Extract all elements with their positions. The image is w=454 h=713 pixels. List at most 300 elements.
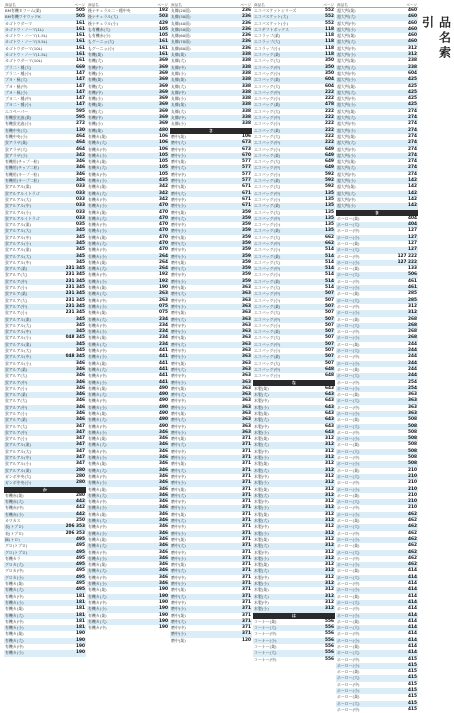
page-number: 508 [408,423,417,429]
product-name: 蛍アラザ(業) [5,140,28,146]
page-number: 120 [242,637,251,643]
index-column-1 [4,3,86,656]
product-name: 有機カ(業) [5,631,24,637]
product-name: ホーロー(大) [337,700,360,706]
page-number: 363 [242,329,251,335]
page-number: 643 [325,392,334,398]
page-number: 033 [76,184,85,190]
page-number: 414 [408,637,417,643]
page-number: 312 [325,574,334,580]
product-name: 丸櫛(業) [171,102,186,108]
product-name: 有機カ(小) [88,178,107,184]
product-name: 磨中(中) [171,348,186,354]
page-number: 359 [242,272,251,278]
product-name: 蛍アラザ(小) [5,152,28,158]
page-number: 464 [76,133,85,139]
page-number: 346 [159,574,168,580]
page-number: 133 [408,266,417,272]
product-name: 有機カ(中) [88,373,107,379]
product-name: 有機カ(中) [88,196,107,202]
product-name: 磨中(中) [171,549,186,555]
page-number: 234 [159,335,168,341]
product-name: 有機カ(大) [88,190,107,196]
page-number: 135 [325,203,334,209]
page-number: 470 [159,215,168,221]
page-number: 105 [159,26,168,32]
page-number: 490 [159,423,168,429]
page-number: 347 [76,455,85,461]
page-number: 105 [159,159,168,165]
page-number: 236 [242,26,251,32]
page-number: 462 [408,555,417,561]
page-number: 033 [76,190,85,196]
page-number: 369 [159,108,168,114]
product-name: 超大判(小) [337,26,356,32]
page-number: 345 [76,234,85,240]
page-number: 495 [76,574,85,580]
page-number: 369 [159,96,168,102]
product-name: 有機カ(小) [88,379,107,385]
product-name: エコラップ(小) [254,45,281,51]
page-number: 369 [159,115,168,121]
product-name: エコバッグ(業) [254,303,281,309]
page-number: 347 [76,448,85,454]
product-name: ホーロー(中) [337,404,360,410]
product-name: 有機カ(業) [88,461,107,467]
product-name: 磨中(業) [171,511,186,517]
page-number: 250 [76,518,85,524]
page-number: 369 [159,64,168,70]
page-number: 312 [325,461,334,467]
page-number: 508 [408,417,417,423]
product-name: 有機カ(小) [88,455,107,461]
product-name: 磨中(小) [171,455,186,461]
page-number: 130 [76,127,85,133]
page-number: 234 [159,316,168,322]
product-name: ホーロー(大) [337,549,360,555]
product-name: 木製(大) [254,568,269,574]
page-number: 268 [408,329,417,335]
page-number: 556 [325,637,334,643]
page-number: 105 [159,165,168,171]
page-number: 210 [408,486,417,492]
product-name: エコバッグ(業) [254,354,281,360]
page-number: 346 [159,530,168,536]
product-name: 有機用(チップ一粒) [5,159,40,165]
product-name: 超大判(中) [337,171,356,177]
page-number: 577 [242,165,251,171]
index-entry [336,707,418,713]
page-number: 507 [325,297,334,303]
page-number: 478 [325,102,334,108]
product-name: 磨中(小) [171,253,186,259]
page-number: 210 [408,473,417,479]
product-name: もグーニョ(小) [88,45,115,51]
page-number: 274 [408,171,417,177]
product-name: 蛍アルア(中) [5,278,28,284]
product-name: 有機カ(中) [88,222,107,228]
product-name: ホーロー(大) [337,650,360,656]
page-number: 460 [408,14,417,20]
page-number: 118 [325,45,334,51]
page-number: 363 [242,411,251,416]
product-name: 蛍アルアル(中) [5,329,32,335]
product-name: エコバッグ(中) [254,266,281,272]
page-number: 359 [242,222,251,228]
page-number: 280 [76,473,85,479]
page-number: 231 345 [65,278,85,284]
page-number: 106 [159,133,168,139]
product-name: ホーロー(中) [337,253,360,259]
page-number: 244 [408,373,417,379]
index-list [170,8,252,128]
product-name: グロカ(小) [5,574,24,580]
product-name: ホーロー(大) [337,247,360,253]
product-name: 磨中(大) [171,190,186,196]
product-name: エコバッグ(中) [254,165,281,171]
product-name: 磨中(中) [171,196,186,202]
product-name: 有機カ(大) [88,366,107,372]
product-name: 丸櫛(業) [171,77,186,83]
product-name: 超大判(中) [337,121,356,127]
page-number: 312 [325,524,334,530]
page-number: 371 [242,631,251,637]
product-name: エコバッグ(業) [254,228,281,234]
page-number: 118 [325,39,334,45]
page-number: 190 [159,285,168,291]
product-name: 有機カ(業) [88,259,107,265]
product-name: エコバッグ(大) [254,83,281,89]
product-name: 蛍アルア(大) [5,373,28,379]
page-number: 415 [408,706,417,712]
product-name: 磨中(小) [171,178,186,184]
page-number: 495 [76,555,85,561]
product-name: ホーロー(中) [337,706,360,712]
product-name: 超大判(小) [337,178,356,184]
product-name: 有機カ(小) [88,429,107,435]
product-name: 有機カ(大) [88,618,107,624]
product-name: ホーロー(大) [337,574,360,580]
page-number: 312 [325,599,334,605]
product-name: エコバッグ(業) [254,127,281,133]
page-number: 312 [325,587,334,593]
page-number: 507 [325,322,334,328]
product-name: 超大判(業) [337,83,356,89]
product-name: 蛍アルアル(小) [5,240,32,246]
product-name: 有機カ(大) [88,215,107,221]
product-name: 丸櫛(60面) [171,33,191,39]
product-name: エコバッグ(大) [254,184,281,190]
product-name: 超大判(大) [337,64,356,70]
product-name: 有機カ(業) [88,184,107,190]
page-number: 345 [76,341,85,347]
product-name: 有機カ(業) [88,209,107,215]
product-name: ホーロー(小) [337,511,360,517]
page-number: 346 [76,373,85,379]
page-number: 346 [159,581,168,587]
product-name: 超大判(大) [337,140,356,146]
page-number: 495 [76,568,85,574]
product-name: カゴトウダーマ(10L) [5,45,43,51]
page-number: 147 [76,70,85,76]
product-name: ホーロー(中) [337,530,360,536]
page-number: 363 [242,291,251,297]
page-number: 673 [242,146,251,152]
page-number: 359 [242,240,251,246]
page-number: 118 [325,52,334,58]
product-name: ブヨ・極(大) [5,77,28,83]
product-name: 蛍アルアル(大) [5,228,32,234]
page-number: 371 [242,568,251,574]
page-number: 371 [242,486,251,492]
page-number: 264 [159,259,168,265]
page-number: 595 [76,108,85,114]
product-name: ホーロー(業) [337,518,360,524]
product-name: エコバッグ(大) [254,335,281,341]
product-name: 磨中(中) [171,448,186,454]
product-name: 有機赤(中) [5,505,24,511]
page-number: 268 [408,335,417,341]
page-number: 662 [325,240,334,246]
product-name: ホーロー(小) [337,436,360,442]
page-number: 648 [325,366,334,372]
page-number: 363 [242,360,251,366]
product-name: ホーロー(小) [337,587,360,593]
product-name: 有機カ(業) [5,606,24,612]
page-number: 505 [76,8,85,13]
product-name: ホーロー(中) [337,631,360,637]
page-number: 127 222 [397,259,417,265]
product-name: 磨中(中) [171,322,186,328]
page-number: 369 [159,58,168,64]
product-name: ホーロー(小) [337,285,360,291]
page-number: 222 [325,127,334,133]
product-name: エコバッグ(業) [254,253,281,259]
page-number: 369 [159,102,168,108]
page-number: 507 [325,303,334,309]
product-name: ブヨ二・種(中) [5,96,32,102]
product-name: 蛍アルアル(大) [5,348,32,354]
product-name: ホーロー(小) [337,259,360,265]
product-name: 蛍アルア(大) [5,423,28,429]
index-entry [87,625,169,631]
product-name: 有機カ(小) [88,329,107,335]
product-name: 磨中(業) [171,536,186,542]
page-number: 033 [76,196,85,202]
page-number: 244 [408,360,417,366]
page-number: 470 [159,209,168,215]
page-number: 514 [325,247,334,253]
product-name: 蛍アルア(業) [5,417,28,423]
page-number: 347 [76,423,85,429]
product-name: 有機カ(小) [88,278,107,284]
page-number: 312 [325,436,334,442]
page-number: 363 [242,423,251,429]
product-name: ホーロー(業) [337,492,360,498]
page-number: 495 [76,549,85,555]
product-name: ホーロー(業) [337,366,360,372]
page-number: 514 [325,278,334,284]
page-number: 106 [159,140,168,146]
page-number: 508 [408,455,417,461]
product-name: 蛍アルア(業) [5,291,28,297]
product-name: 木製(小) [254,581,269,587]
index-list [170,134,252,644]
product-name: 丸櫛(20面) [171,8,191,13]
product-name: 磨中(中) [171,599,186,605]
page-number: 470 [159,247,168,253]
product-name: 木製(中) [254,473,269,479]
product-name: 超大判(業) [337,184,356,190]
product-name: 磨中(大) [171,417,186,423]
page-number: 350 [325,64,334,70]
product-name: エコバッグ(小) [254,171,281,177]
product-name: 丸櫛(50面) [171,26,191,32]
product-name: 有機(大) [88,58,103,64]
page-number: 462 [408,543,417,549]
page-number: 371 [242,467,251,473]
product-name: 木製(業) [254,511,269,517]
product-name: ホーロー(中) [337,681,360,687]
product-name: 磨中(小) [171,606,186,612]
product-name: ホーロー(小) [337,562,360,568]
product-name: ホーロー(業) [337,215,360,221]
product-name: 磨中(業) [171,285,186,291]
product-name: ホーロー(大) [337,473,360,479]
index-entry [4,650,86,656]
product-name: エコバッグ(大) [254,310,281,316]
product-name: 有機(小) [88,96,103,102]
product-name: ホーロー(小) [337,612,360,618]
page-number: 338 [242,89,251,95]
page-number: 192 [159,8,168,13]
product-name: 木製(中) [254,524,269,530]
product-name: 磨中(小) [171,631,186,637]
product-name: 木製(中) [254,423,269,429]
page-number: 363 [242,303,251,309]
page-number: 147 [76,96,85,102]
page-number: 231 345 [65,266,85,272]
page-number: 345 [76,329,85,335]
page-number: 127 [408,247,417,253]
page-number: 369 [159,89,168,95]
page-number: 222 [325,96,334,102]
product-name: 有機カ(大) [88,518,107,524]
page-number: 161 [76,26,85,32]
page-number: 470 [159,203,168,209]
page-number: 371 [242,543,251,549]
product-name: 木製(小) [254,606,269,612]
page-number: 414 [408,599,417,605]
product-name: カゴトウダーマ(10L) [5,58,43,64]
page-number: 346 [159,499,168,505]
product-name: 有機カ(中) [88,322,107,328]
page-number: 106 [242,133,251,139]
page-number: 312 [408,303,417,309]
product-name: 蛍アルアル(中) [5,455,32,461]
page-number: 363 [242,316,251,322]
page-number: 414 [408,612,417,618]
product-name: 蛍アルアル(業) [5,247,32,253]
product-name: エコバッグ(中) [254,190,281,196]
product-name: 蛍アルアル(中) [5,203,32,209]
product-name: 有機カ(大) [88,316,107,322]
product-name: エコバッグ(中) [254,140,281,146]
page-number: 338 [242,102,251,108]
product-name: 蛍アルアル(中) [5,354,32,360]
product-name: 有機カ(業) [88,234,107,240]
product-name: エコバッグ(中) [254,215,281,221]
page-number: 048 345 [65,335,85,341]
product-name: エコバッグ(中) [254,115,281,121]
section-heading: は [253,613,335,619]
page-number: 338 [242,70,251,76]
page-number: 268 [408,322,417,328]
page-number: 231 345 [65,303,85,309]
page-number: 371 [242,505,251,511]
product-name: エコバッグ(業) [254,102,281,108]
page-number: 495 [76,562,85,568]
page-number: 495 [76,543,85,549]
product-name: 丸櫛(70面) [171,39,191,45]
page-number: 222 [325,133,334,139]
page-number: 346 [159,543,168,549]
page-number: 363 [242,335,251,341]
product-name: 木製(小) [254,530,269,536]
product-name: 木製(大) [254,392,269,398]
product-name: 超大判(小) [337,52,356,58]
section-heading: か [4,487,86,493]
product-name: 木製(業) [254,587,269,593]
page-number: 142 [408,203,417,209]
product-name: 磨中(業) [171,587,186,593]
product-name: エコバッグ(大) [254,58,281,64]
product-name: 磨中(業) [171,637,186,643]
product-name: エコバッグ(小) [254,373,281,379]
page-number: 210 [408,499,417,505]
page-number: 236 [242,20,251,26]
product-name: コーナー(中) [254,631,277,637]
product-name: 超大判(業) [337,33,356,39]
page-number: 369 [159,77,168,83]
page-number: 338 [242,58,251,64]
product-name: 有機(業) [88,102,103,108]
page-number: 363 [242,398,251,404]
page-number: 604 [325,83,334,89]
index-list [4,493,86,657]
page-number: 222 [325,89,334,95]
page-number: 556 [325,650,334,656]
product-name: ホーロー(小) [337,536,360,542]
page-number: 222 [325,115,334,121]
page-number: 346 [76,379,85,385]
page-number: 346 [159,524,168,530]
page-number: 442 [76,511,85,517]
page-number: 346 [76,178,85,184]
product-name: カゴトウ・ノーマ(1L) [5,26,44,32]
page-number: 404 [408,222,417,228]
page-number: 371 [242,618,251,624]
page-number: 342 [159,196,168,202]
page-number: 347 [76,429,85,435]
product-name: 磨中(小) [171,278,186,284]
page-number: 210 [408,492,417,498]
product-name: 有機(中) [88,115,103,121]
product-name: 磨中(中) [171,398,186,404]
product-name: ホーロー(大) [337,448,360,454]
page-number: 312 [325,473,334,479]
page-number: 359 [242,259,251,265]
